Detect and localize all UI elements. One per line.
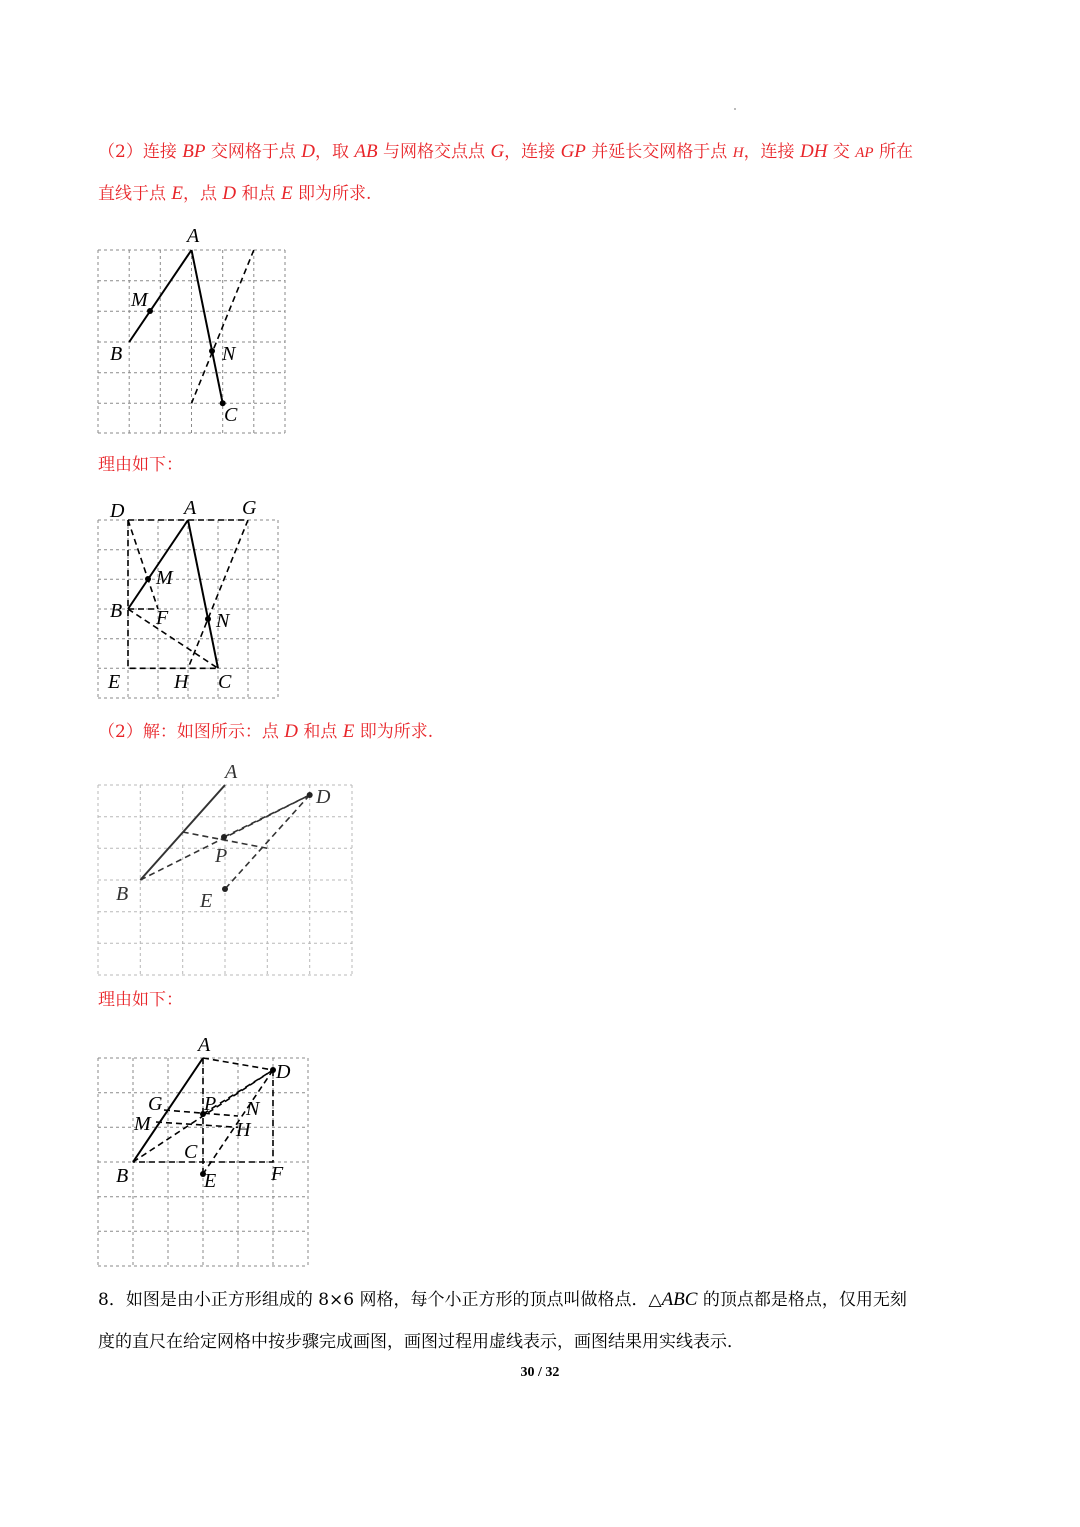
label-P: P <box>215 845 228 867</box>
dashed-DF <box>128 520 158 609</box>
label-P: P <box>204 1093 217 1115</box>
label-A: A <box>225 761 238 783</box>
label-H: H <box>174 671 189 693</box>
label-D: D <box>276 1061 291 1083</box>
label-E: E <box>200 890 213 912</box>
label-G: G <box>242 497 257 519</box>
label-E: E <box>204 1170 217 1192</box>
point-E <box>222 886 228 892</box>
point-D <box>307 792 313 798</box>
label-A: A <box>184 497 197 519</box>
point-N <box>209 348 215 354</box>
page-number: 30 / 32 <box>520 1365 560 1380</box>
point-N <box>205 616 211 622</box>
figure-1 <box>90 220 300 440</box>
segment-AC <box>188 520 218 668</box>
label-G: G <box>148 1093 163 1115</box>
method-line-1: （2）连接 BP 交网格于点 D，取 AB 与网格交点点 G，连接 GP 并延长交网格于点 H，连接 DH 交 AP 所在 <box>98 141 913 162</box>
label-N: N <box>222 343 236 365</box>
label-B: B <box>110 343 123 365</box>
label-M: M <box>131 289 148 311</box>
label-E: E <box>108 671 121 693</box>
label-B: B <box>110 600 123 622</box>
figure-1-grid <box>98 250 285 433</box>
speck <box>734 108 736 110</box>
label-C: C <box>218 671 232 693</box>
label-D: D <box>316 786 331 808</box>
label-D: D <box>110 500 125 522</box>
solution-line: （2）解：如图所示：点 D 和点 E 即为所求. <box>98 721 434 742</box>
label-B: B <box>116 1165 129 1187</box>
point-P <box>221 834 227 840</box>
dashed-line <box>192 250 254 403</box>
label-C: C <box>224 404 238 426</box>
reason-label-1: 理由如下： <box>98 455 183 475</box>
label-F: F <box>156 607 169 629</box>
figure-3-grid <box>98 785 352 975</box>
label-N: N <box>216 610 230 632</box>
label-F: F <box>271 1163 284 1185</box>
figure-2 <box>90 490 290 705</box>
problem-8-line-1: 8．如图是由小正方形组成的 8×6 网格，每个小正方形的顶点叫做格点．△ABC 的顶点都是格点，仅用无刻 <box>98 1289 907 1310</box>
point-M <box>147 308 153 314</box>
method-line-2: 直线于点 E，点 D 和点 E 即为所求. <box>98 183 372 204</box>
label-B: B <box>116 883 129 905</box>
figure-3 <box>90 755 360 980</box>
label-A: A <box>187 225 200 247</box>
label-M: M <box>134 1113 151 1135</box>
label-A: A <box>198 1034 211 1056</box>
point-M <box>145 576 151 582</box>
label-N: N <box>246 1098 260 1120</box>
segment-AC <box>192 250 223 403</box>
figure-4 <box>90 1030 320 1270</box>
label-M: M <box>156 567 173 589</box>
problem-8-line-2: 度的直尺在给定网格中按步骤完成画图，画图过程用虚线表示，画图结果用实线表示． <box>98 1332 744 1352</box>
reason-label-2: 理由如下： <box>98 990 183 1010</box>
label-H: H <box>236 1119 251 1141</box>
label-C: C <box>184 1141 198 1163</box>
